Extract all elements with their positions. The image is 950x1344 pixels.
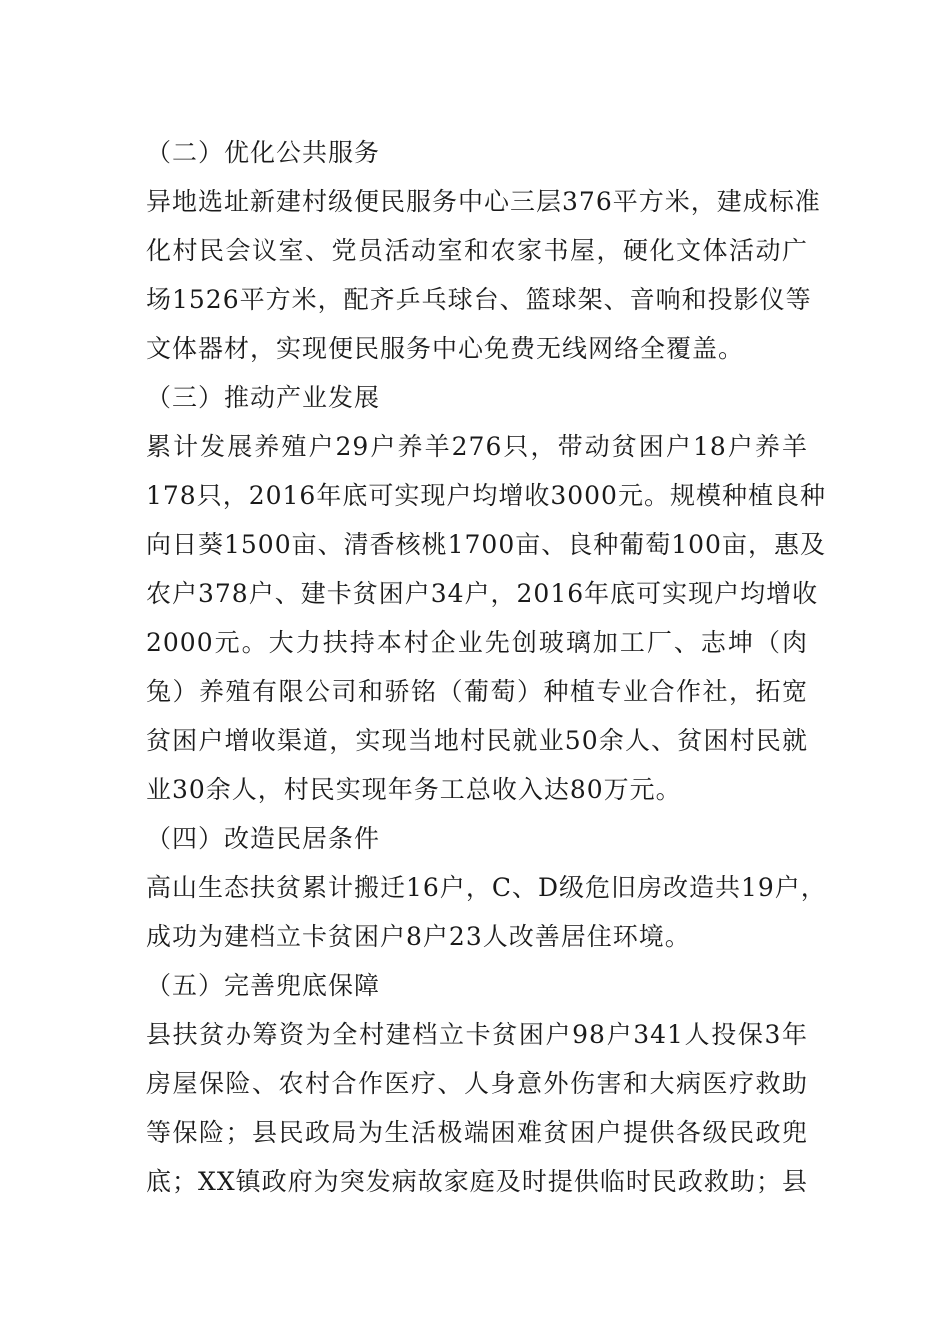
- section-paragraph: [146, 863, 827, 961]
- section-heading: （三）推动产业发展: [146, 383, 381, 412]
- paragraph-line: 化村民会议室、党员活动室和农家书屋，硬化文体活动广: [146, 236, 808, 265]
- paragraph-line: 等保险；县民政局为生活极端困难贫困户提供各级民政兜: [146, 1118, 808, 1147]
- paragraph-line: 高山生态扶贫累计搬迁16户，C、D级危旧房改造共19户，: [146, 873, 827, 902]
- paragraph-line: 房屋保险、农村合作医疗、人身意外伤害和大病医疗救助: [146, 1069, 808, 1098]
- section-paragraph: [146, 1010, 808, 1206]
- section-social-security: [146, 961, 808, 1206]
- paragraph-line: 累计发展养殖户29户养羊276只，带动贫困户18户养羊: [146, 432, 808, 461]
- paragraph-line: 场1526平方米，配齐乒乓球台、篮球架、音响和投影仪等: [146, 285, 812, 314]
- section-public-services: [146, 128, 821, 373]
- document-body: [146, 128, 827, 1206]
- section-housing-conditions: [146, 814, 827, 961]
- paragraph-line: 农户378户、建卡贫困户34户，2016年底可实现户均增收: [146, 579, 819, 608]
- section-heading: （二）优化公共服务: [146, 138, 381, 167]
- paragraph-line: 2000元。大力扶持本村企业先创玻璃加工厂、志坤（肉: [146, 628, 808, 657]
- paragraph-line: 贫困户增收渠道，实现当地村民就业50余人、贫困村民就: [146, 726, 808, 755]
- paragraph-line: 业30余人，村民实现年务工总收入达80万元。: [146, 775, 682, 804]
- section-paragraph: [146, 422, 826, 814]
- paragraph-line: 县扶贫办筹资为全村建档立卡贫困户98户341人投保3年: [146, 1020, 808, 1049]
- paragraph-line: 底；XX镇政府为突发病故家庭及时提供临时民政救助；县: [146, 1167, 808, 1196]
- section-heading: （五）完善兜底保障: [146, 971, 381, 1000]
- paragraph-line: 兔）养殖有限公司和骄铭（葡萄）种植专业合作社，拓宽: [146, 677, 808, 706]
- paragraph-line: 178只，2016年底可实现户均增收3000元。规模种植良种: [146, 481, 826, 510]
- paragraph-line: 异地选址新建村级便民服务中心三层376平方米，建成标准: [146, 187, 821, 216]
- section-paragraph: [146, 177, 821, 373]
- paragraph-line: 成功为建档立卡贫困户8户23人改善居住环境。: [146, 922, 691, 951]
- section-heading: （四）改造民居条件: [146, 824, 381, 853]
- paragraph-line: 向日葵1500亩、清香核桃1700亩、良种葡萄100亩，惠及: [146, 530, 826, 559]
- paragraph-line: 文体器材，实现便民服务中心免费无线网络全覆盖。: [146, 334, 745, 363]
- section-industry-development: [146, 373, 826, 814]
